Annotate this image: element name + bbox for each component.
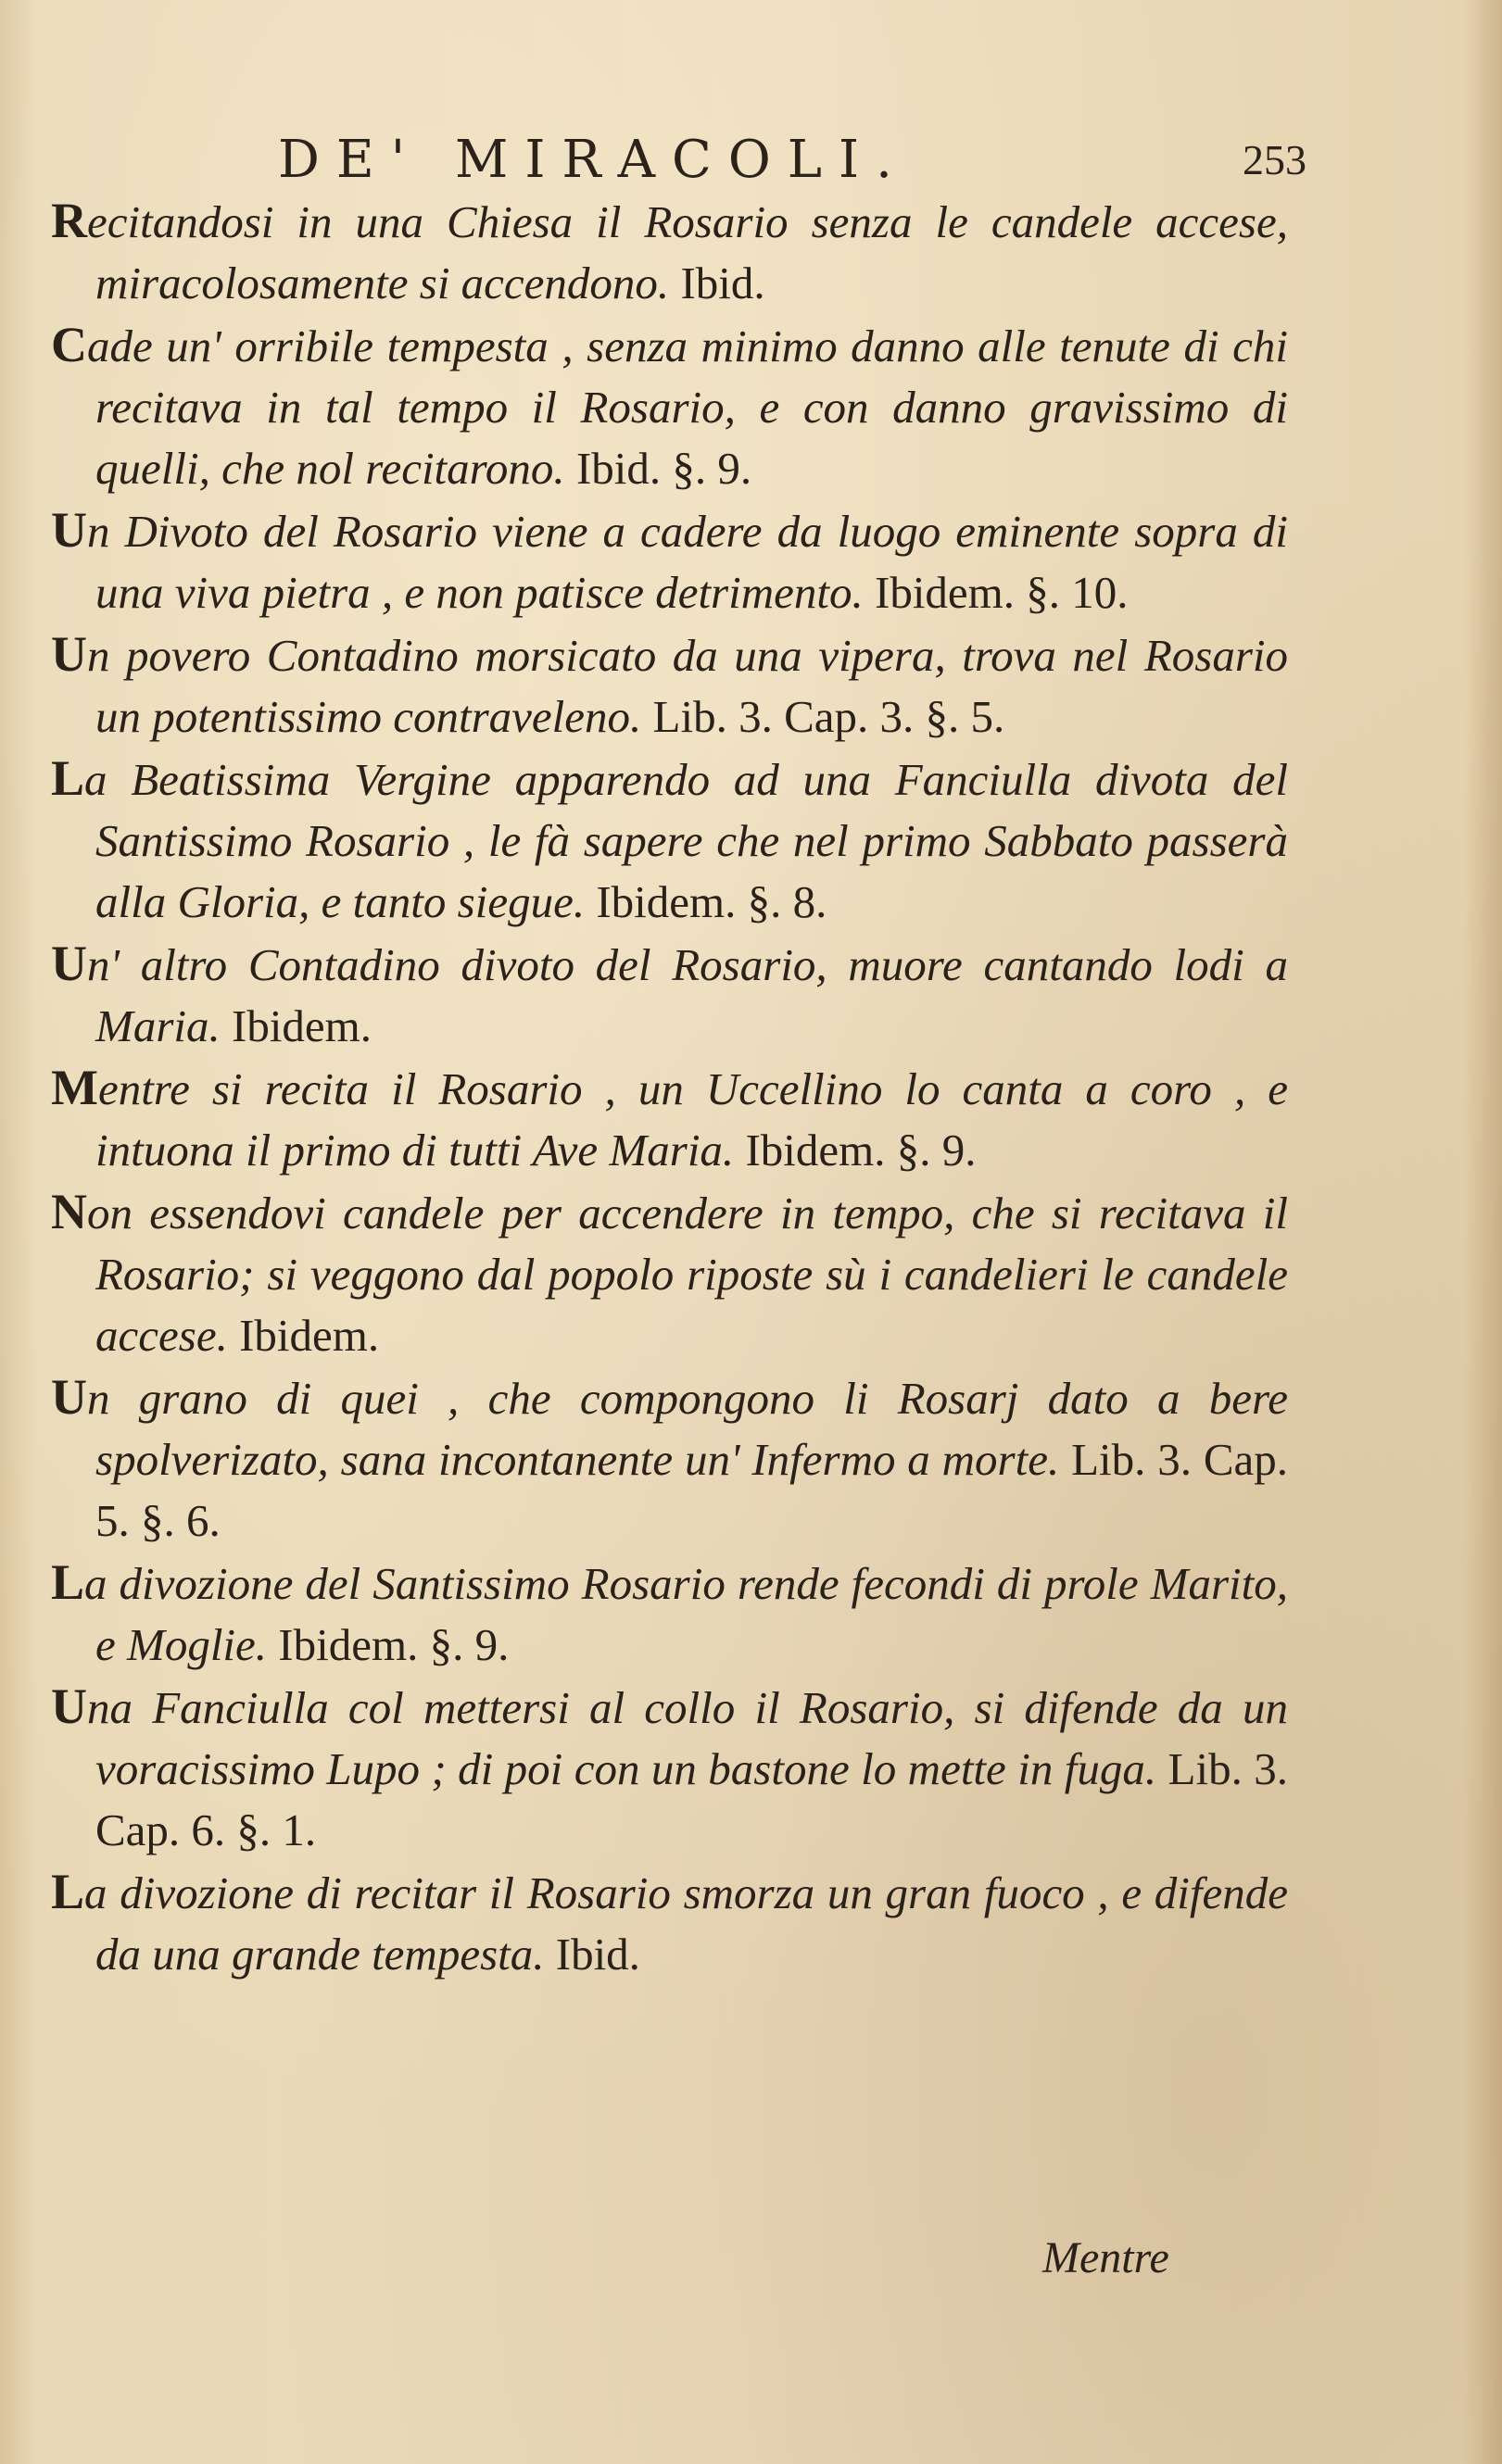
entry-text: entre si recita il Rosario , un Uccellino lo canta a coro , e intuona il primo di tutti Ave Maria. bbox=[95, 1063, 1288, 1175]
entry-paragraph bbox=[51, 1057, 1288, 1181]
entry-text: ecitandosi in una Chiesa il Rosario senza le candele accese, miracolosamente si accendono. bbox=[87, 196, 1288, 308]
entry-paragraph bbox=[51, 623, 1288, 748]
entry-reference: Ibidem. bbox=[232, 1000, 372, 1051]
entry-text: n grano di quei , che compongono li Rosarj dato a bere spolverizato, sana incontanente un' Infermo a morte. bbox=[87, 1373, 1288, 1485]
entry-text: a Beatissima Vergine apparendo ad una Fanciulla divota del Santissimo Rosario , le fà sapere che nel primo Sabbato passerà alla Gloria, e tanto siegue. bbox=[84, 754, 1288, 927]
initial-letter: M bbox=[51, 1060, 98, 1115]
text-body bbox=[51, 190, 1288, 1985]
entry-reference: Ibidem. §. 9. bbox=[278, 1619, 510, 1670]
entry-reference: Ibidem. §. 8. bbox=[596, 876, 827, 927]
entry-reference: Ibidem. §. 10. bbox=[875, 567, 1129, 618]
entry-paragraph bbox=[51, 1676, 1288, 1861]
initial-letter: C bbox=[51, 317, 87, 372]
initial-letter: U bbox=[51, 1369, 87, 1425]
entry-text: a divozione di recitar il Rosario smorza un gran fuoco , e difende da una grande tempesta. bbox=[84, 1867, 1288, 1980]
initial-letter: U bbox=[51, 502, 87, 558]
entry-paragraph bbox=[51, 499, 1288, 623]
entry-paragraph bbox=[51, 190, 1288, 314]
entry-reference: Lib. 3. Cap. 6. §. 1. bbox=[95, 1743, 1289, 1855]
entry-paragraph bbox=[51, 748, 1288, 933]
initial-letter: L bbox=[51, 750, 85, 806]
entry-paragraph bbox=[51, 314, 1288, 499]
entry-paragraph bbox=[51, 933, 1288, 1057]
entry-reference: Ibidem. §. 9. bbox=[745, 1125, 977, 1175]
entry-paragraph bbox=[51, 1366, 1288, 1552]
entry-reference: Ibidem. bbox=[239, 1310, 380, 1361]
running-title: DE' MIRACOLI. bbox=[278, 130, 909, 190]
entry-reference: Ibid. §. 9. bbox=[575, 443, 752, 494]
page-number: 253 bbox=[1243, 136, 1306, 183]
entry-reference: Ibid. bbox=[555, 1929, 640, 1980]
entry-paragraph bbox=[51, 1861, 1288, 1985]
entry-paragraph bbox=[51, 1552, 1288, 1676]
entry-reference: Lib. 3. Cap. 5. §. 6. bbox=[95, 1434, 1288, 1546]
entry-text: n' altro Contadino divoto del Rosario, muore cantando lodi a Maria. bbox=[87, 939, 1288, 1051]
entry-text: on essendovi candele per accendere in tempo, che si recitava il Rosario; si veggono dal popolo riposte sù i candelieri le candele accese. bbox=[87, 1188, 1288, 1361]
initial-letter: U bbox=[51, 1678, 87, 1734]
catchword: Mentre bbox=[1042, 2233, 1169, 2282]
entry-text: ade un' orribile tempesta , senza minimo danno alle tenute di chi recitava in tal tempo il Rosario, e con danno gravissimo di quelli, che nol recitarono. bbox=[87, 321, 1288, 494]
entry-reference: Lib. 3. Cap. 3. §. 5. bbox=[652, 691, 1005, 742]
entry-text: na Fanciulla col mettersi al collo il Rosario, si difende da un voracissimo Lupo ; di poi con un bastone lo mette in fuga. bbox=[87, 1682, 1288, 1794]
initial-letter: R bbox=[51, 193, 87, 248]
entry-text: n Divoto del Rosario viene a cadere da luogo eminente sopra di una viva pietra , e non patisce detrimento. bbox=[87, 506, 1288, 618]
entry-paragraph bbox=[51, 1181, 1288, 1366]
initial-letter: N bbox=[51, 1184, 87, 1239]
entry-text: n povero Contadino morsicato da una vipera, trova nel Rosario un potentissimo contraveleno. bbox=[87, 630, 1288, 742]
entry-text: a divozione del Santissimo Rosario rende fecondi di prole Marito, e Moglie. bbox=[84, 1558, 1288, 1670]
initial-letter: L bbox=[51, 1554, 85, 1610]
initial-letter: L bbox=[51, 1864, 85, 1919]
entry-reference: Ibid. bbox=[680, 258, 765, 308]
initial-letter: U bbox=[51, 626, 87, 682]
initial-letter: U bbox=[51, 936, 87, 991]
